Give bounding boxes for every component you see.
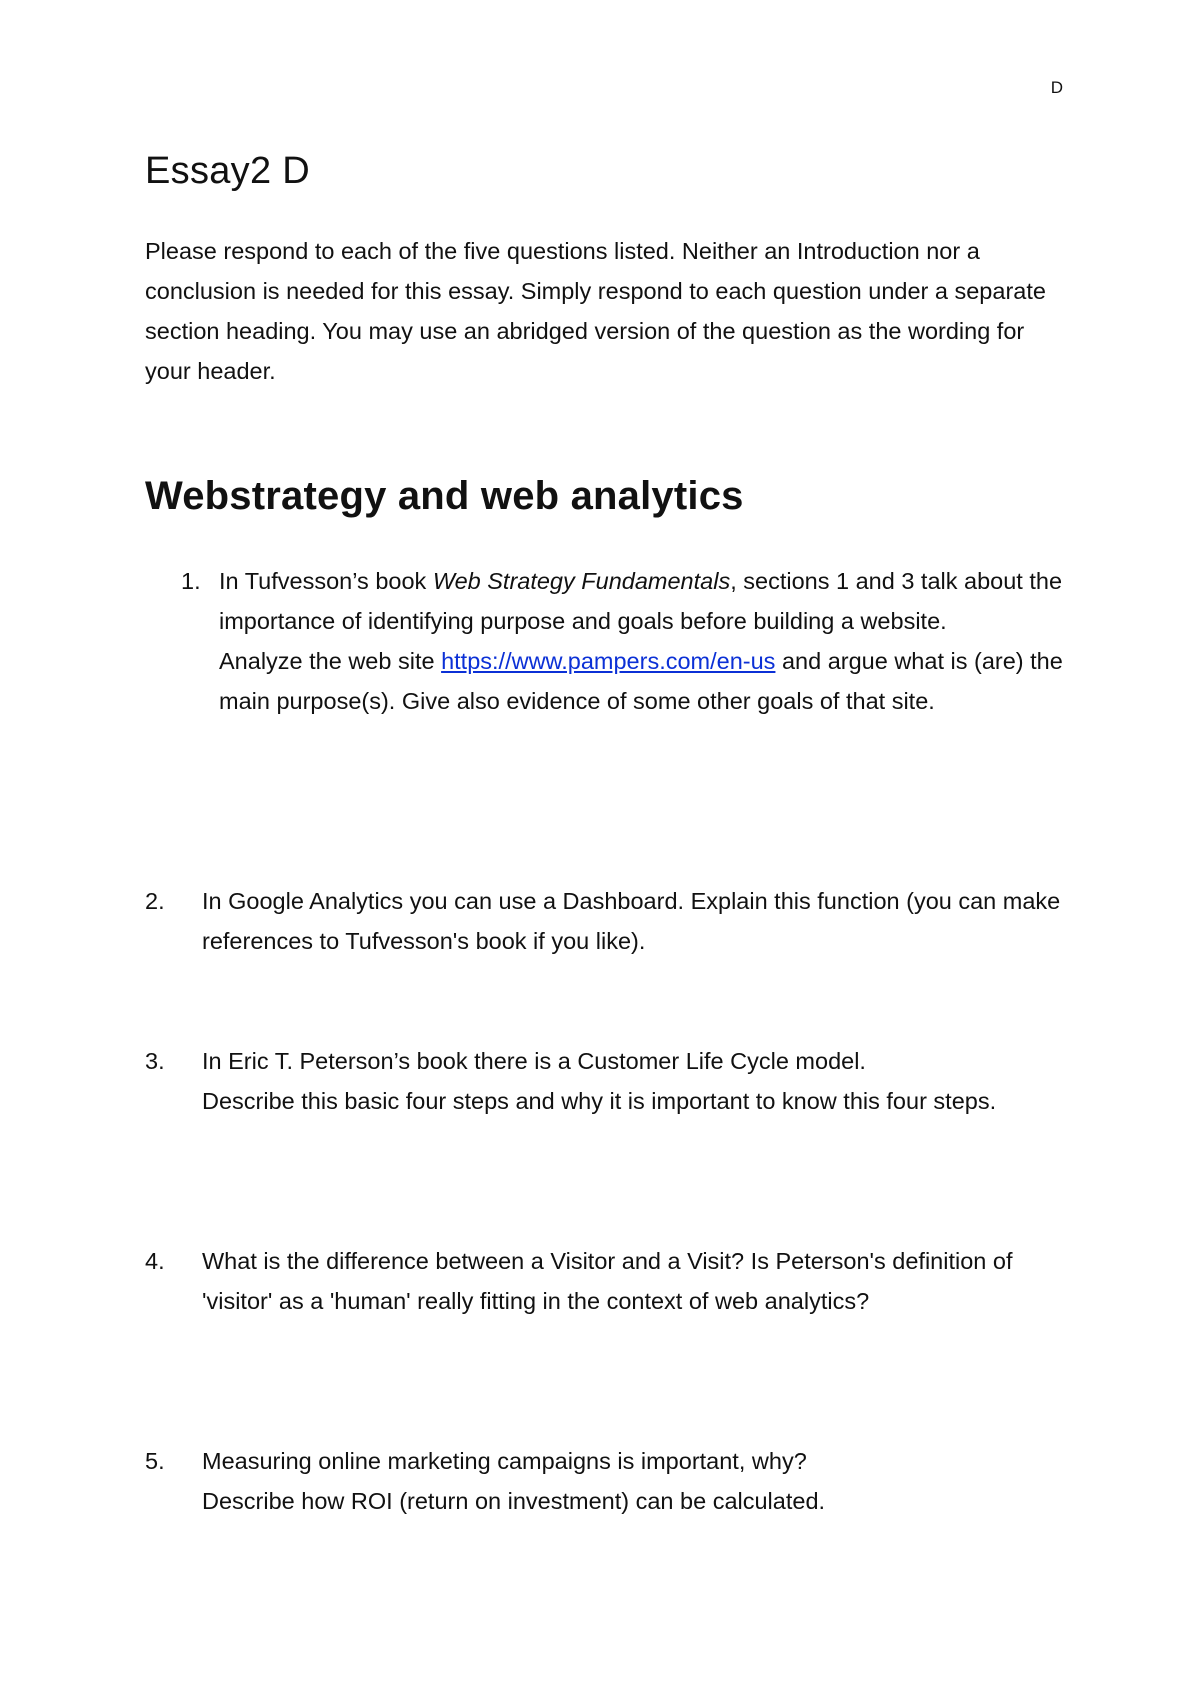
question-5-line-2: Describe how ROI (return on investment) can be calculated. [202, 1488, 826, 1514]
question-number: 3. [145, 1048, 165, 1074]
pampers-link[interactable]: https://www.pampers.com/en-us [441, 648, 776, 674]
question-5 [145, 1441, 1062, 1521]
question-3-line-1: In Eric T. Peterson’s book there is a Customer Life Cycle model. [202, 1048, 866, 1074]
question-number: 2. [145, 888, 165, 914]
question-2 [145, 881, 1062, 961]
question-4-text: What is the difference between a Visitor and a Visit? Is Peterson's definition of 'visitor' as a 'human' really fitting in the context of web analytics? [202, 1248, 1013, 1314]
question-number: 4. [145, 1248, 165, 1274]
question-2-text: In Google Analytics you can use a Dashboard. Explain this function (you can make references to Tufvesson's book if you like). [202, 888, 1061, 954]
question-1-text-b: , sections 1 and 3 talk about the importance of identifying purpose and goals before building a website. [219, 568, 1063, 634]
question-1-intro [219, 561, 1079, 641]
question-4 [145, 1241, 1062, 1321]
intro-paragraph: Please respond to each of the five questions listed. Neither an Introduction nor a conclusion is needed for this essay. Simply respond to each question under a separate section heading. You may use an abridged version of the question as the wording for your header. [145, 238, 1046, 384]
question-number: 5. [145, 1448, 165, 1474]
question-1-analyze [219, 641, 1079, 721]
book-title: Web Strategy Fundamentals [432, 568, 731, 594]
question-1-text-d: and argue what is (are) the main purpose(s). Give also evidence of some other goals of that site. [219, 648, 1063, 714]
section-heading: Webstrategy and web analytics [145, 474, 744, 518]
question-5-line-1: Measuring online marketing campaigns is important, why? [202, 1448, 807, 1474]
question-1-text-c: Analyze the web site [219, 648, 442, 674]
question-3 [145, 1041, 1062, 1121]
document-title: Essay2 D [145, 150, 311, 192]
question-1-text-a: In Tufvesson’s book [219, 568, 433, 594]
question-1 [181, 561, 1079, 721]
question-number: 1. [181, 568, 201, 594]
running-head: D [1050, 78, 1063, 97]
question-3-line-2: Describe this basic four steps and why it is important to know this four steps. [202, 1088, 997, 1114]
